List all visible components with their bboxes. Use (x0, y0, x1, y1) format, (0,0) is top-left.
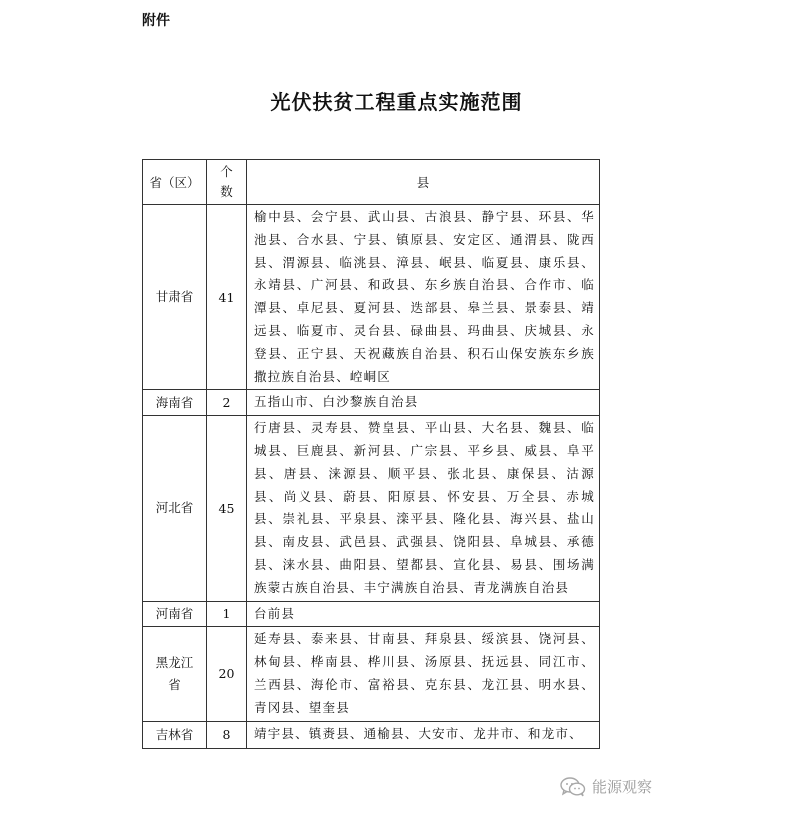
province-cell-text: 黑龙江 省 (155, 654, 194, 692)
province-cell: 海南省 (143, 390, 207, 416)
counties-cell: 行唐县、灵寿县、赞皇县、平山县、大名县、魏县、临城县、巨鹿县、新河县、广宗县、平乡县、威县、阜平县、唐县、涞源县、顺平县、张北县、康保县、沽源县、尚义县、蔚县、阳原县、怀安县、万全县、赤城县、崇礼县、平泉县、滦平县、隆化县、海兴县、盐山县、南皮县、武邑县、武强县、饶阳县、阜城县、承德县、涞水县、曲阳县、望都县、宣化县、易县、围场满族蒙古族自治县、丰宁满族自治县、青龙满族自治县 (247, 416, 600, 601)
header-count (207, 160, 247, 205)
count-cell: 8 (207, 721, 247, 748)
province-cell: 吉林省 (143, 721, 207, 748)
wechat-icon (560, 777, 586, 797)
table-row (143, 205, 600, 390)
watermark (560, 776, 652, 797)
page-title: 光伏扶贫工程重点实施范围 (270, 90, 523, 114)
count-cell: 45 (207, 416, 247, 601)
header-count-text: 个 数 (220, 164, 233, 199)
header-province: 省（区） (143, 160, 207, 205)
table-header-row (143, 160, 600, 205)
count-cell: 41 (207, 205, 247, 390)
attachment-label: 附件 (142, 13, 170, 29)
implementation-scope-table (142, 159, 600, 749)
table-row (143, 627, 600, 721)
province-cell: 河南省 (143, 601, 207, 627)
counties-cell: 延寿县、泰来县、甘南县、拜泉县、绥滨县、饶河县、林甸县、桦南县、桦川县、汤原县、抚远县、同江市、兰西县、海伦市、富裕县、克东县、龙江县、明水县、青冈县、望奎县 (247, 627, 600, 721)
counties-cell: 榆中县、会宁县、武山县、古浪县、静宁县、环县、华池县、合水县、宁县、镇原县、安定区、通渭县、陇西县、渭源县、临洮县、漳县、岷县、临夏县、康乐县、永靖县、广河县、和政县、东乡族自治县、合作市、临潭县、卓尼县、夏河县、迭部县、皋兰县、景泰县、靖远县、临夏市、灵台县、碌曲县、玛曲县、庆城县、永登县、正宁县、天祝藏族自治县、积石山保安族东乡族撒拉族自治县、崆峒区 (247, 205, 600, 390)
watermark-text: 能源观察 (592, 778, 653, 796)
province-cell (143, 627, 207, 721)
count-cell: 20 (207, 627, 247, 721)
table-row (143, 601, 600, 627)
table-row (143, 416, 600, 601)
header-counties: 县 (247, 160, 600, 205)
count-cell: 1 (207, 601, 247, 627)
count-cell: 2 (207, 390, 247, 416)
counties-cell: 靖宇县、镇赉县、通榆县、大安市、龙井市、和龙市、 (247, 721, 600, 748)
counties-cell: 五指山市、白沙黎族自治县 (247, 390, 600, 416)
counties-cell: 台前县 (247, 601, 600, 627)
province-cell: 甘肃省 (143, 205, 207, 390)
table-row (143, 721, 600, 748)
table-row (143, 390, 600, 416)
province-cell: 河北省 (143, 416, 207, 601)
